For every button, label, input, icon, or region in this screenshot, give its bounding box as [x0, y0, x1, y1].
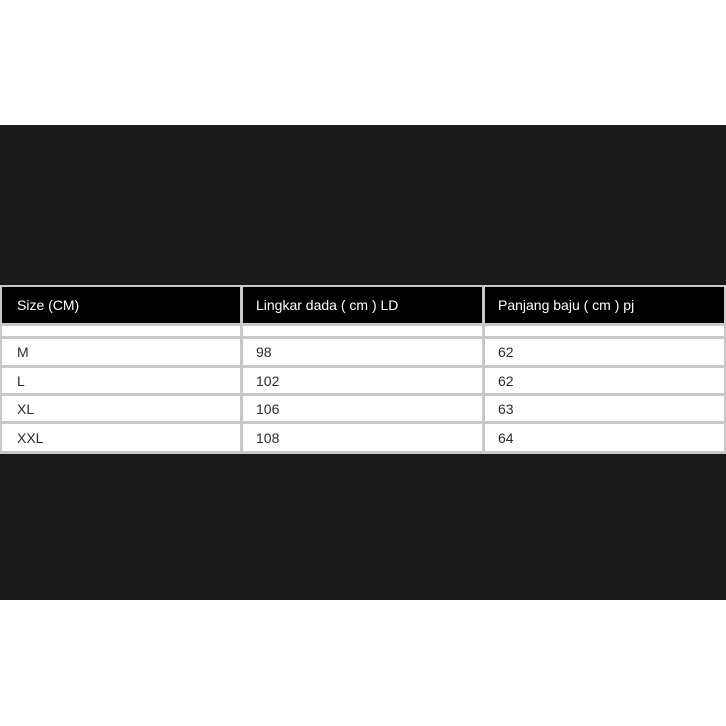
header-body-length: Panjang baju ( cm ) pj — [485, 287, 724, 323]
length-cell: 63 — [485, 396, 724, 421]
header-size: Size (CM) — [2, 287, 240, 323]
chest-cell: 102 — [243, 368, 482, 393]
length-cell: 62 — [485, 368, 724, 393]
table-cell — [243, 326, 482, 336]
table-header-row — [0, 287, 726, 323]
size-cell: XL — [2, 396, 240, 421]
size-cell: M — [2, 339, 240, 365]
table-cell — [485, 326, 724, 336]
table-row — [0, 339, 726, 365]
size-cell: L — [2, 368, 240, 393]
table-row — [0, 424, 726, 451]
size-chart-table — [0, 285, 726, 454]
header-chest-width: Lingkar dada ( cm ) LD — [243, 287, 482, 323]
table-row — [0, 368, 726, 393]
chest-cell: 108 — [243, 424, 482, 451]
size-cell: XXL — [2, 424, 240, 451]
table-cell — [2, 326, 240, 336]
table-row — [0, 396, 726, 421]
chest-cell: 98 — [243, 339, 482, 365]
table-row-spacer — [0, 326, 726, 336]
length-cell: 62 — [485, 339, 724, 365]
chest-cell: 106 — [243, 396, 482, 421]
length-cell: 64 — [485, 424, 724, 451]
